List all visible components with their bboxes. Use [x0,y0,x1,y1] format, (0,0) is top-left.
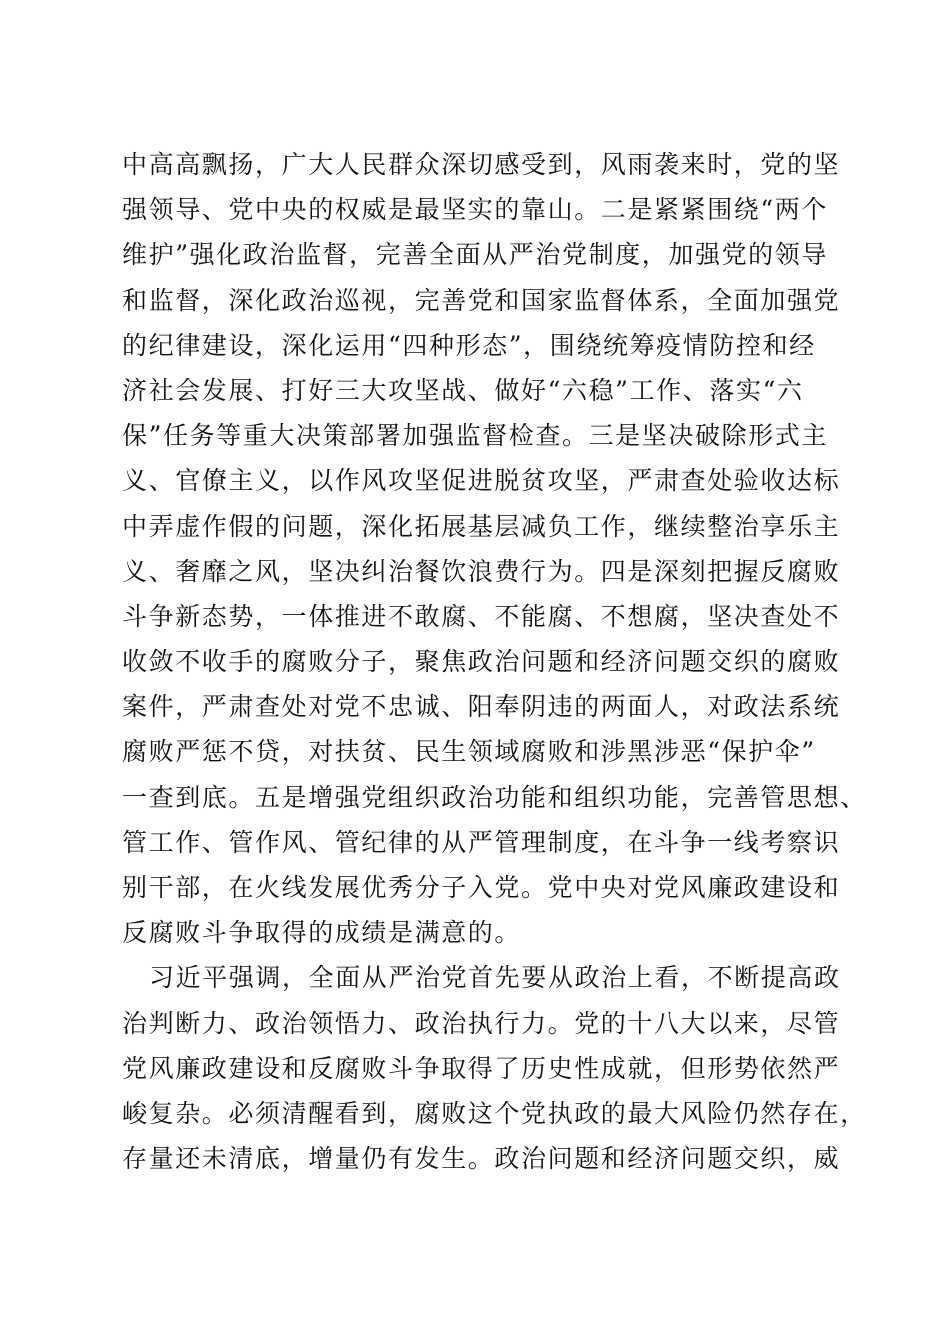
text-line: 党风廉政建设和反腐败斗争取得了历史性成就，但形势依然严 [122,1053,841,1083]
text-line: 义、奢靡之风，坚决纠治餐饮浪费行为。四是深刻把握反腐败 [122,556,841,586]
text-line: 中弄虚作假的问题，深化拓展基层减负工作，继续整治享乐主 [122,511,841,541]
text-line: 的纪律建设，深化运用“四种形态”，围绕统筹疫情防控和经 [122,330,816,360]
text-line: 一查到底。五是增强党组织政治功能和组织功能，完善管思想、 [122,782,867,812]
text-line: 存量还未清底，增量仍有发生。政治问题和经济问题交织，威 [122,1144,841,1174]
paragraph-start-line: 习近平强调，全面从严治党首先要从政治上看，不断提高政 [149,963,841,993]
text-line: 治判断力、政治领悟力、政治执行力。党的十八大以来，尽管 [122,1008,841,1038]
text-line: 管工作、管作风、管纪律的从严管理制度，在斗争一线考察识 [122,827,841,857]
text-line: 中高高飘扬，广大人民群众深切感受到，风雨袭来时，党的坚 [122,150,841,179]
text-line: 和监督，深化政治巡视，完善党和国家监督体系，全面加强党 [122,285,841,315]
body-text [122,142,867,1181]
text-line: 济社会发展、打好三大攻坚战、做好“六稳”工作、落实“六 [122,375,804,405]
text-line: 案件，严肃查处对党不忠诚、阳奉阴违的两面人，对政法系统 [122,692,841,722]
text-line: 峻复杂。必须清醒看到，腐败这个党执政的最大风险仍然存在， [122,1098,867,1128]
text-line: 斗争新态势，一体推进不敢腐、不能腐、不想腐，坚决查处不 [122,601,841,631]
text-line: 反腐败斗争取得的成绩是满意的。 [122,918,522,948]
text-line: 义、官僚主义，以作风攻坚促进脱贫攻坚，严肃查处验收达标 [122,466,841,496]
text-line: 强领导、党中央的权威是最坚实的靠山。二是紧紧围绕“两个 [122,195,828,225]
text-line: 别干部，在火线发展优秀分子入党。党中央对党风廉政建设和 [122,873,841,902]
text-line: 保”任务等重大决策部署加强监督检查。三是坚决破除形式主 [122,421,828,451]
text-line: 维护”强化政治监督，完善全面从严治党制度，加强党的领导 [122,240,828,270]
text-line: 收敛不收手的腐败分子，聚焦政治问题和经济问题交织的腐败 [122,647,841,677]
text-line: 腐败严惩不贷，对扶贫、民生领域腐败和涉黑涉恶“保护伞” [122,737,816,767]
